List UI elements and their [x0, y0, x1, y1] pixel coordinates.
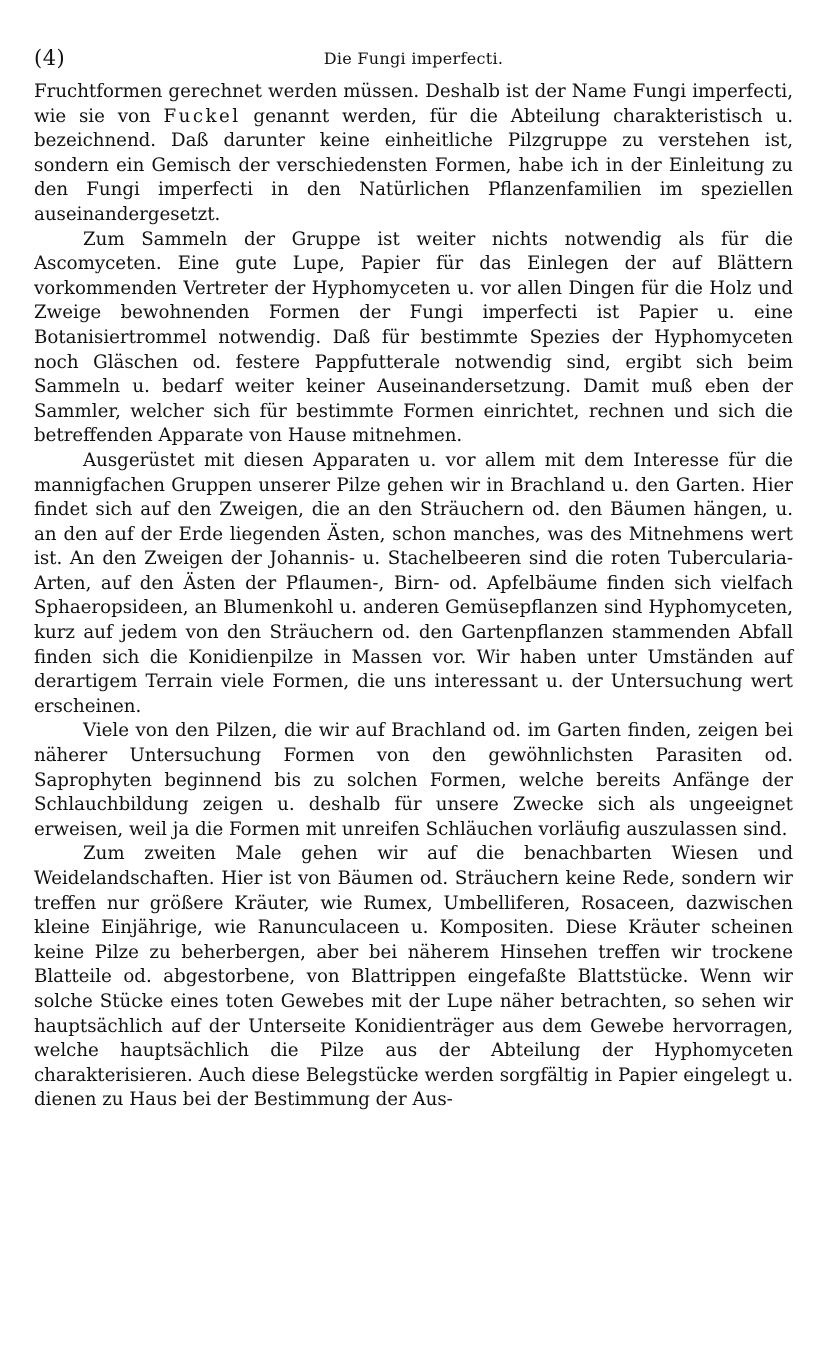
paragraph-5: Zum zweiten Male gehen wir auf die benachbarten Wiesen und Weidelandschaften. Hier ist von Bäumen od. Sträuchern keine Rede, sondern wir treffen nur größere Kräuter, wie Rumex, Umbelliferen, Rosaceen, dazwischen kleine Einjährige, wie Ranunculaceen u. Kompositen. Diese Kräuter scheinen keine Pilze zu beherbergen, aber bei näherem Hinsehen treffen wir trockene Blatteile od. abgestorbene, von Blattrippen eingefaßte Blattstücke. Wenn wir solche Stücke eines toten Gewebes mit der Lupe näher betrachten, so sehen wir hauptsächlich auf der Unterseite Konidienträger aus dem Gewebe hervorragen, welche hauptsächlich die Pilze aus der Abteilung der Hyphomyceten charakterisieren. Auch diese Belegstücke werden sorgfältig in Papier eingelegt u. dienen zu Haus bei der Bestimmung der Aus-: [34, 843, 793, 1111]
running-head: Die Fungi imperfecti.: [323, 49, 504, 68]
page-header: [34, 40, 793, 80]
page-number: (4): [34, 46, 66, 70]
body-text: [34, 80, 793, 1113]
paragraph-2: Zum Sammeln der Gruppe ist weiter nichts notwendig als für die Ascomyceten. Eine gute Lupe, Papier für das Einlegen der auf Blättern vorkommenden Vertreter der Hyphomyceten u. vor allen Dingen für die Holz und Zweige bewohnenden Formen der Fungi imperfecti ist Papier u. eine Botanisiertrommel notwendig. Daß für bestimmte Spezies der Hyphomyceten noch Gläschen od. festere Pappfutterale notwendig sind, ergibt sich beim Sammeln u. bedarf weiter keiner Auseinandersetzung. Damit muß eben der Sammler, welcher sich für bestimmte Formen einrichtet, rechnen und sich die betreffenden Apparate von Hause mitnehmen.: [34, 228, 793, 447]
paragraph-4: Viele von den Pilzen, die wir auf Brachland od. im Garten finden, zeigen bei näherer Untersuchung Formen von den gewöhnlichsten Parasiten od. Saprophyten beginnend bis zu solchen Formen, welche bereits Anfänge der Schlauchbildung zeigen u. deshalb für unsere Zwecke sich als ungeeignet erweisen, weil ja die Formen mit unreifen Schläuchen vorläufig auszulassen sind.: [34, 720, 793, 840]
paragraph-1-text-before: Fruchtformen gerechnet werden müssen. Deshalb ist der Name Fungi imperfecti, wie sie von: [34, 81, 793, 127]
paragraph-1: [34, 80, 793, 228]
author-name-fuckel: Fuckel: [163, 105, 241, 127]
paragraph-3: Ausgerüstet mit diesen Apparaten u. vor allem mit dem Interesse für die mannigfachen Gruppen unserer Pilze gehen wir in Brachland u. den Garten. Hier findet sich auf den Zweigen, die an den Sträuchern od. den Bäumen hängen, u. an den auf der Erde liegenden Ästen, schon manches, was des Mitnehmens wert ist. An den Zweigen der Johannis- u. Stachelbeeren sind die roten Tubercularia-Arten, auf den Ästen der Pflaumen-, Birn- od. Apfelbäume finden sich vielfach Sphaeropsideen, an Blumenkohl u. anderen Gemüsepflanzen sind Hyphomyceten, kurz auf jedem von den Sträuchern od. den Gartenpflanzen stammenden Abfall finden sich die Konidienpilze in Massen vor. Wir haben unter Umständen auf derartigem Terrain viele Formen, die uns interessant u. der Untersuchung wert erscheinen.: [34, 449, 793, 717]
paragraph-1-text-after: genannt werden, für die Abteilung charakteristisch u. bezeichnend. Daß darunter keine einheitliche Pilzgruppe zu verstehen ist, sondern ein Gemisch der verschiedensten Formen, habe ich in der Einleitung zu den Fungi imperfecti in den Natürlichen Pflanzenfamilien im speziellen auseinandergesetzt.: [34, 105, 794, 225]
